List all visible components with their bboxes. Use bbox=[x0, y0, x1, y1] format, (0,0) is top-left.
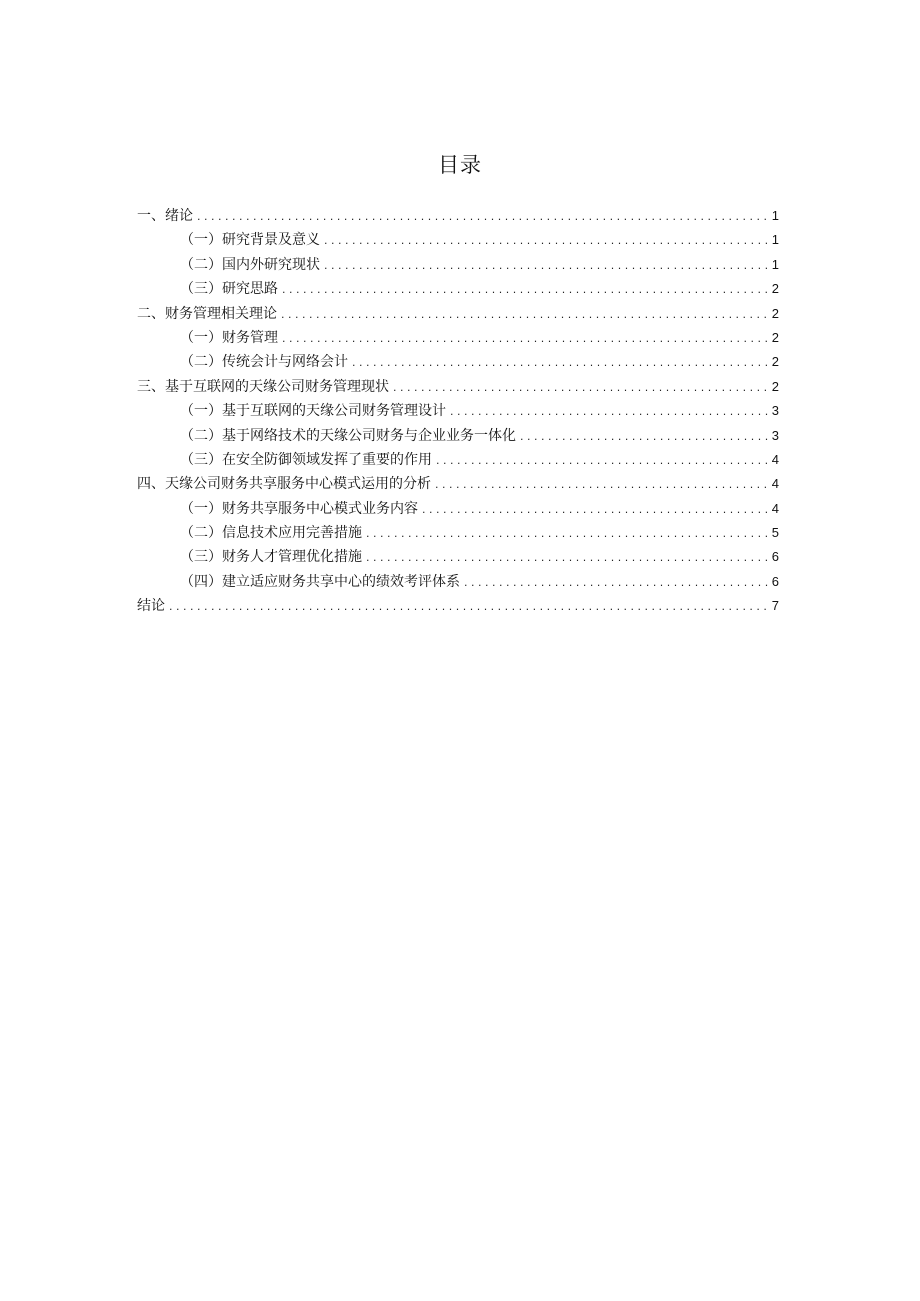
toc-entry[interactable] bbox=[137, 424, 779, 448]
toc-entry-title: （二）信息技术应用完善措施 bbox=[180, 525, 362, 542]
dot-leader bbox=[464, 571, 769, 595]
toc-entry[interactable] bbox=[137, 302, 779, 326]
toc-page-number: 2 bbox=[771, 329, 779, 345]
toc-page-number: 2 bbox=[771, 281, 779, 297]
toc-page-number: 1 bbox=[771, 208, 779, 223]
toc-entry[interactable] bbox=[137, 399, 779, 423]
toc-entry-title: 二、财务管理相关理论 bbox=[137, 305, 277, 322]
toc-entry[interactable] bbox=[137, 375, 779, 399]
toc-entry-title: 四、天缘公司财务共享服务中心模式运用的分析 bbox=[137, 476, 431, 493]
toc-entry-title: （三）在安全防御领域发挥了重要的作用 bbox=[180, 451, 432, 468]
toc-entry[interactable] bbox=[137, 448, 779, 472]
toc-page-number: 3 bbox=[771, 403, 779, 419]
toc-entry[interactable] bbox=[137, 253, 779, 277]
toc-page-number: 2 bbox=[771, 305, 779, 321]
dot-leader bbox=[450, 400, 769, 424]
dot-leader bbox=[520, 425, 769, 449]
dot-leader bbox=[324, 254, 769, 278]
toc-entry-title: （一）研究背景及意义 bbox=[180, 232, 320, 249]
toc-page-number: 2 bbox=[771, 354, 779, 370]
toc-page-number: 4 bbox=[771, 476, 779, 492]
toc-entry[interactable] bbox=[137, 521, 779, 545]
toc-entry-title: （一）财务共享服务中心模式业务内容 bbox=[180, 500, 418, 517]
toc-page-number: 1 bbox=[771, 256, 779, 272]
dot-leader bbox=[324, 229, 769, 253]
toc-entry[interactable] bbox=[137, 204, 779, 228]
toc-entry-title: （一）基于互联网的天缘公司财务管理设计 bbox=[180, 403, 446, 420]
dot-leader bbox=[393, 376, 769, 400]
toc-page-number: 4 bbox=[771, 500, 779, 516]
dot-leader bbox=[169, 595, 769, 619]
toc-page-number: 2 bbox=[771, 378, 779, 394]
toc-entry[interactable] bbox=[137, 497, 779, 521]
dot-leader bbox=[366, 522, 769, 546]
dot-leader bbox=[282, 327, 769, 351]
table-of-contents bbox=[137, 204, 779, 619]
toc-title: 目录 bbox=[438, 153, 482, 177]
toc-entry[interactable] bbox=[137, 472, 779, 496]
dot-leader bbox=[282, 278, 769, 302]
toc-page-number: 4 bbox=[771, 451, 779, 467]
dot-leader bbox=[436, 449, 769, 473]
toc-page-number: 5 bbox=[771, 525, 779, 541]
dot-leader bbox=[352, 351, 769, 375]
toc-page-number: 1 bbox=[771, 232, 779, 248]
toc-entry-title: （二）基于网络技术的天缘公司财务与企业业务一体化 bbox=[180, 427, 516, 444]
dot-leader bbox=[422, 498, 769, 522]
dot-leader bbox=[366, 546, 769, 570]
toc-entry-title: 结论 bbox=[137, 598, 165, 615]
toc-entry-title: （三）研究思路 bbox=[180, 281, 278, 298]
toc-entry-title: （一）财务管理 bbox=[180, 329, 278, 346]
toc-entry[interactable] bbox=[137, 326, 779, 350]
dot-leader bbox=[435, 473, 769, 497]
dot-leader bbox=[197, 205, 769, 229]
toc-page-number: 6 bbox=[771, 549, 779, 565]
dot-leader bbox=[281, 303, 769, 327]
toc-entry-title: （二）国内外研究现状 bbox=[180, 256, 320, 273]
toc-page-number: 7 bbox=[771, 598, 779, 614]
toc-entry-title: 一、绪论 bbox=[137, 208, 193, 224]
toc-page-number: 3 bbox=[771, 427, 779, 443]
toc-page-number: 6 bbox=[771, 573, 779, 589]
toc-entry[interactable] bbox=[137, 570, 779, 594]
toc-entry[interactable] bbox=[137, 545, 779, 569]
toc-entry-title: 三、基于互联网的天缘公司财务管理现状 bbox=[137, 378, 389, 395]
toc-entry-title: （三）财务人才管理优化措施 bbox=[180, 549, 362, 566]
toc-entry-title: （四）建立适应财务共享中心的绩效考评体系 bbox=[180, 573, 460, 590]
toc-entry[interactable] bbox=[137, 228, 779, 252]
toc-entry[interactable] bbox=[137, 277, 779, 301]
toc-entry-title: （二）传统会计与网络会计 bbox=[180, 354, 348, 371]
toc-entry[interactable] bbox=[137, 350, 779, 374]
toc-entry[interactable] bbox=[137, 594, 779, 618]
